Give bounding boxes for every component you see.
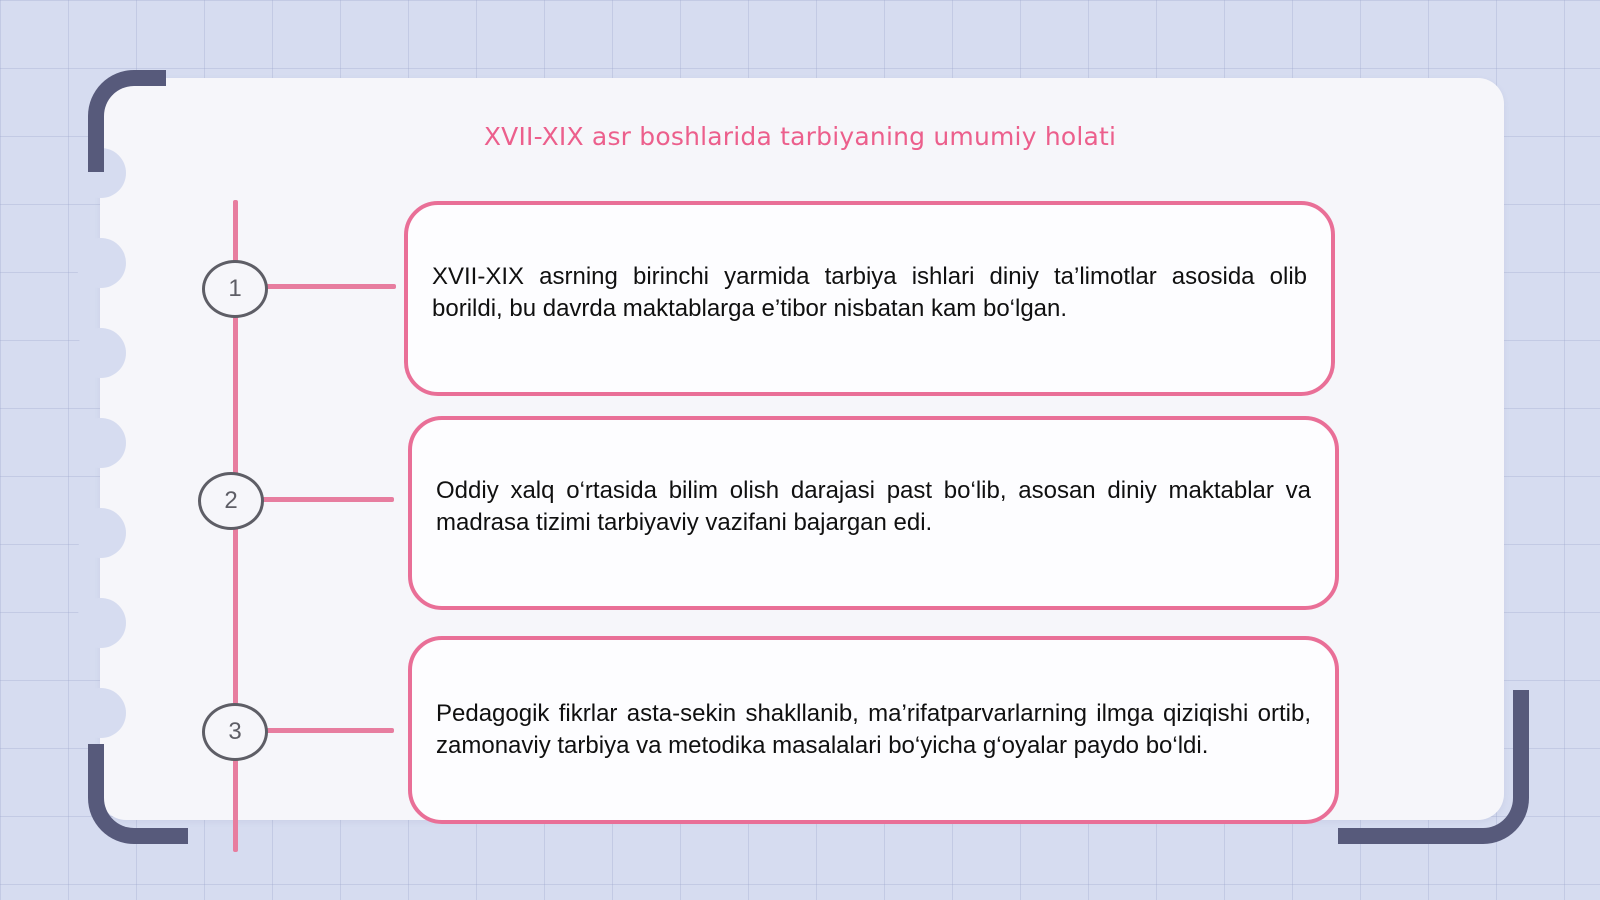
page-scallop <box>76 238 126 288</box>
page-scallop <box>76 688 126 738</box>
timeline-connector-2 <box>260 497 394 502</box>
step-box-3 <box>408 636 1339 824</box>
corner-bracket-bottom-left <box>88 744 188 844</box>
slide-title: XVII-XIX asr boshlarida tarbiyaning umumiy holati <box>483 122 1117 151</box>
step-text-1: XVII-XIX asrning birinchi yarmida tarbiya ishlari diniy ta’limotlar asosida olib borildi, bu davrda maktablarga e’tibor nisbatan kam bo‘lgan. <box>432 262 1307 322</box>
step-number-1: 1 <box>202 260 268 318</box>
timeline-connector-3 <box>262 728 394 733</box>
page-scallop <box>76 328 126 378</box>
step-number-2: 2 <box>198 472 264 530</box>
page-scallop <box>76 418 126 468</box>
step-text-3: Pedagogik fikrlar asta-sekin shakllanib, ma’rifatparvarlarning ilmga qiziqishi ortib, zamonaviy tarbiya va metodika masalalari bo‘yicha g‘oyalar paydo bo‘ldi. <box>436 700 1311 759</box>
corner-bracket-bottom-right <box>1338 690 1529 844</box>
step-box-1 <box>404 201 1335 396</box>
step-number-3: 3 <box>202 703 268 761</box>
step-box-2 <box>408 416 1339 610</box>
page-scallop <box>76 598 126 648</box>
page-scallop <box>76 508 126 558</box>
step-text-2: Oddiy xalq o‘rtasida bilim olish darajasi past bo‘lib, asosan diniy maktablar va madrasa tizimi tarbiyaviy vazifani bajargan edi. <box>436 477 1311 536</box>
corner-bracket-top-left <box>88 70 166 172</box>
timeline-connector-1 <box>262 284 396 289</box>
